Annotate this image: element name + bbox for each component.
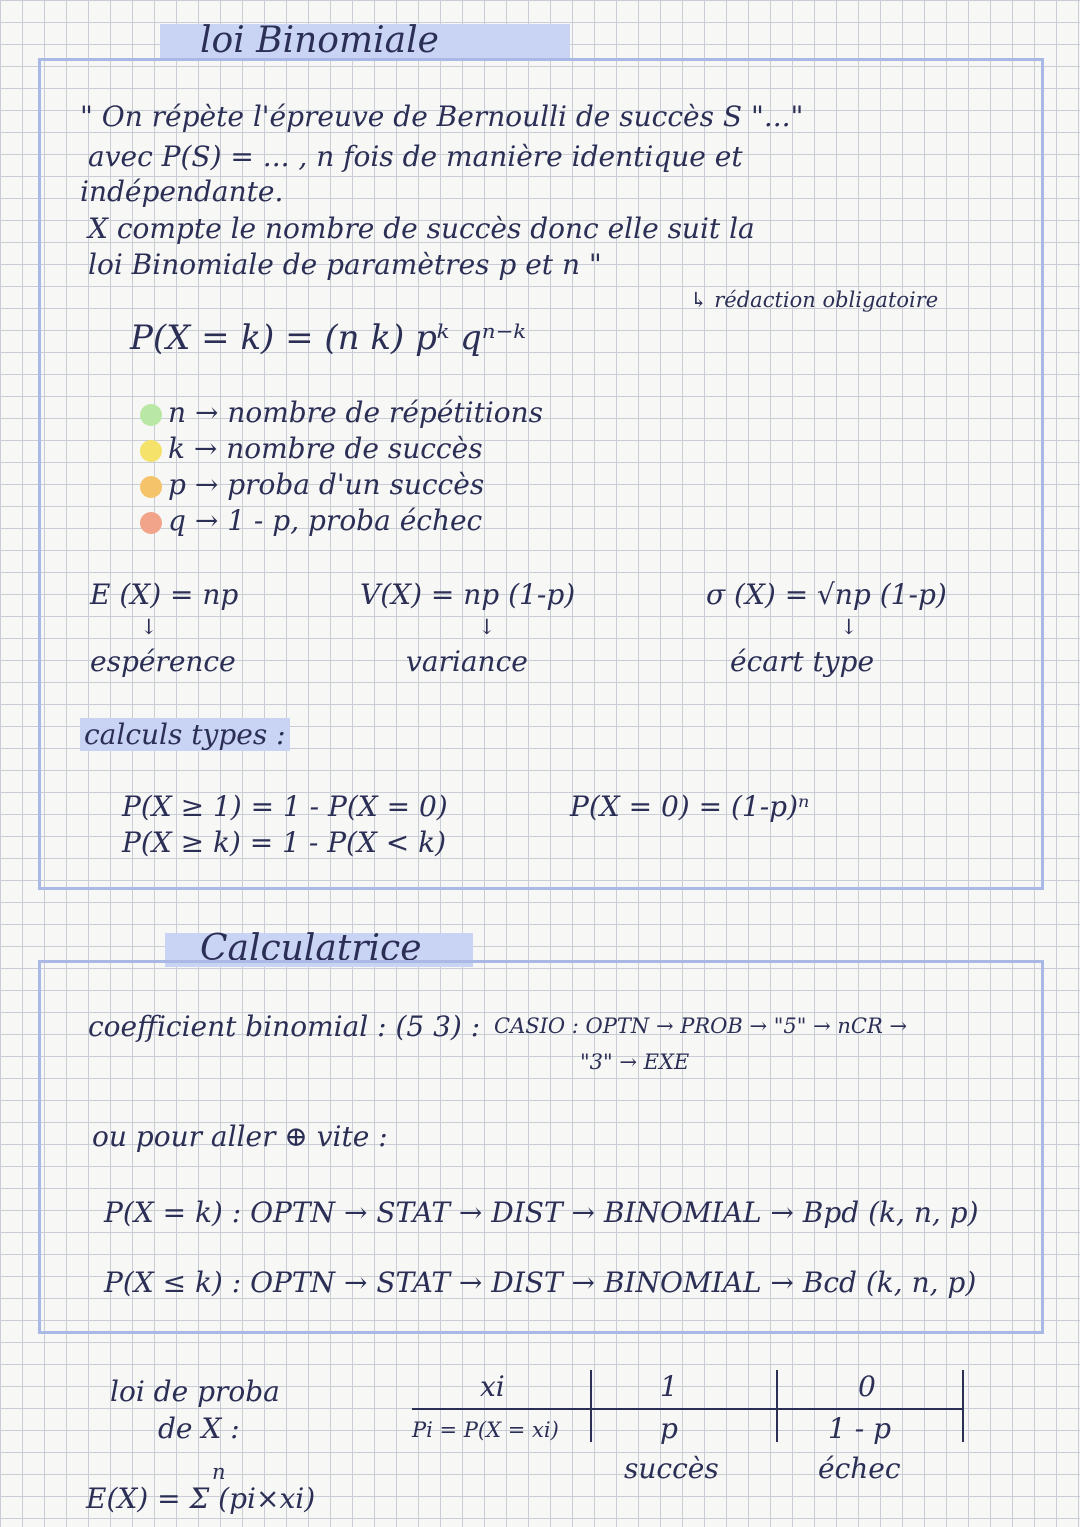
legend-k-symbol: k	[168, 432, 185, 465]
definition-line-1: " On répète l'épreuve de Bernoulli de succès S "..."	[80, 100, 804, 133]
section-title-binomiale: loi Binomiale	[200, 20, 439, 61]
table-header-xi: xi	[480, 1370, 505, 1403]
calc-bpd-line: P(X = k) : OPTN → STAT → DIST → BINOMIAL → Bpd (k, n, p)	[104, 1196, 979, 1229]
stat-stddev-formula: σ (X) = √np (1-p)	[706, 578, 947, 611]
arrow-down-icon: ↓	[140, 615, 158, 639]
tag-succes: succès	[624, 1452, 719, 1485]
calc-bcd-line: P(X ≤ k) : OPTN → STAT → DIST → BINOMIAL → Bcd (k, n, p)	[104, 1266, 977, 1299]
proba-law-label-1: loi de proba	[110, 1375, 280, 1408]
note-redaction: ↳ rédaction obligatoire	[690, 288, 939, 312]
legend-n-color	[140, 404, 162, 426]
table-vertical-line	[962, 1370, 964, 1442]
coefficient-label: coefficient binomial : (5 3) :	[88, 1010, 481, 1043]
fast-label: ou pour aller ⊕ vite :	[92, 1120, 388, 1153]
legend-p-symbol: p	[168, 468, 186, 501]
table-cell-p: p	[660, 1412, 678, 1445]
proba-law-label-2: de X :	[158, 1412, 240, 1445]
tag-echec: échec	[818, 1452, 901, 1485]
stat-expectation-formula: E (X) = np	[90, 578, 239, 611]
definition-line-5: loi Binomiale de paramètres p et n "	[88, 248, 602, 281]
legend-item-p	[140, 468, 484, 501]
legend-q-text: → 1 - p, proba échec	[194, 504, 483, 537]
legend-p-color	[140, 476, 162, 498]
stat-variance-formula: V(X) = np (1-p)	[360, 578, 576, 611]
legend-q-symbol: q	[168, 504, 186, 537]
coefficient-steps: CASIO : OPTN → PROB → "5" → nCR →	[494, 1014, 908, 1038]
definition-line-4: X compte le nombre de succès donc elle suit la	[88, 212, 755, 245]
legend-item-q	[140, 504, 482, 537]
sum-top: n	[212, 1460, 226, 1484]
legend-n-text: → nombre de répétitions	[194, 396, 544, 429]
table-cell-1-p: 1 - p	[828, 1412, 891, 1445]
calc-line-2: P(X ≥ k) = 1 - P(X < k)	[122, 826, 447, 859]
arrow-down-icon: ↓	[840, 615, 858, 639]
table-vertical-line	[590, 1370, 592, 1442]
arrow-down-icon: ↓	[478, 615, 496, 639]
definition-line-2: avec P(S) = ... , n fois de manière identique et	[88, 140, 743, 173]
table-row-pi: Pi = P(X = xi)	[412, 1418, 559, 1442]
stat-stddev-label: écart type	[730, 645, 875, 678]
table-header-1: 1	[660, 1370, 678, 1403]
calc-types-label: calculs types :	[80, 718, 290, 751]
legend-q-color	[140, 512, 162, 534]
legend-n-symbol: n	[168, 396, 187, 429]
calc-right: P(X = 0) = (1-p)ⁿ	[570, 790, 810, 823]
coefficient-steps-2: "3" → EXE	[580, 1050, 690, 1074]
definition-line-3: indépendante.	[80, 175, 284, 208]
table-vertical-line	[776, 1370, 778, 1442]
table-horizontal-line	[412, 1408, 962, 1410]
legend-k-text: → nombre de succès	[193, 432, 483, 465]
legend-item-n	[140, 396, 543, 429]
legend-k-color	[140, 440, 162, 462]
table-header-0: 0	[858, 1370, 876, 1403]
calc-types-title	[80, 718, 290, 751]
legend-p-text: → proba d'un succès	[194, 468, 485, 501]
section-title-calculatrice: Calculatrice	[200, 928, 422, 969]
legend-item-k	[140, 432, 483, 465]
calc-line-1: P(X ≥ 1) = 1 - P(X = 0)	[122, 790, 448, 823]
stat-variance-label: variance	[406, 645, 528, 678]
stat-expectation-label: espérence	[90, 645, 236, 678]
binomial-formula: P(X = k) = (n k) pᵏ qⁿ⁻ᵏ	[130, 318, 526, 358]
expectation-formula: E(X) = Σ (pi×xi)	[86, 1482, 316, 1515]
